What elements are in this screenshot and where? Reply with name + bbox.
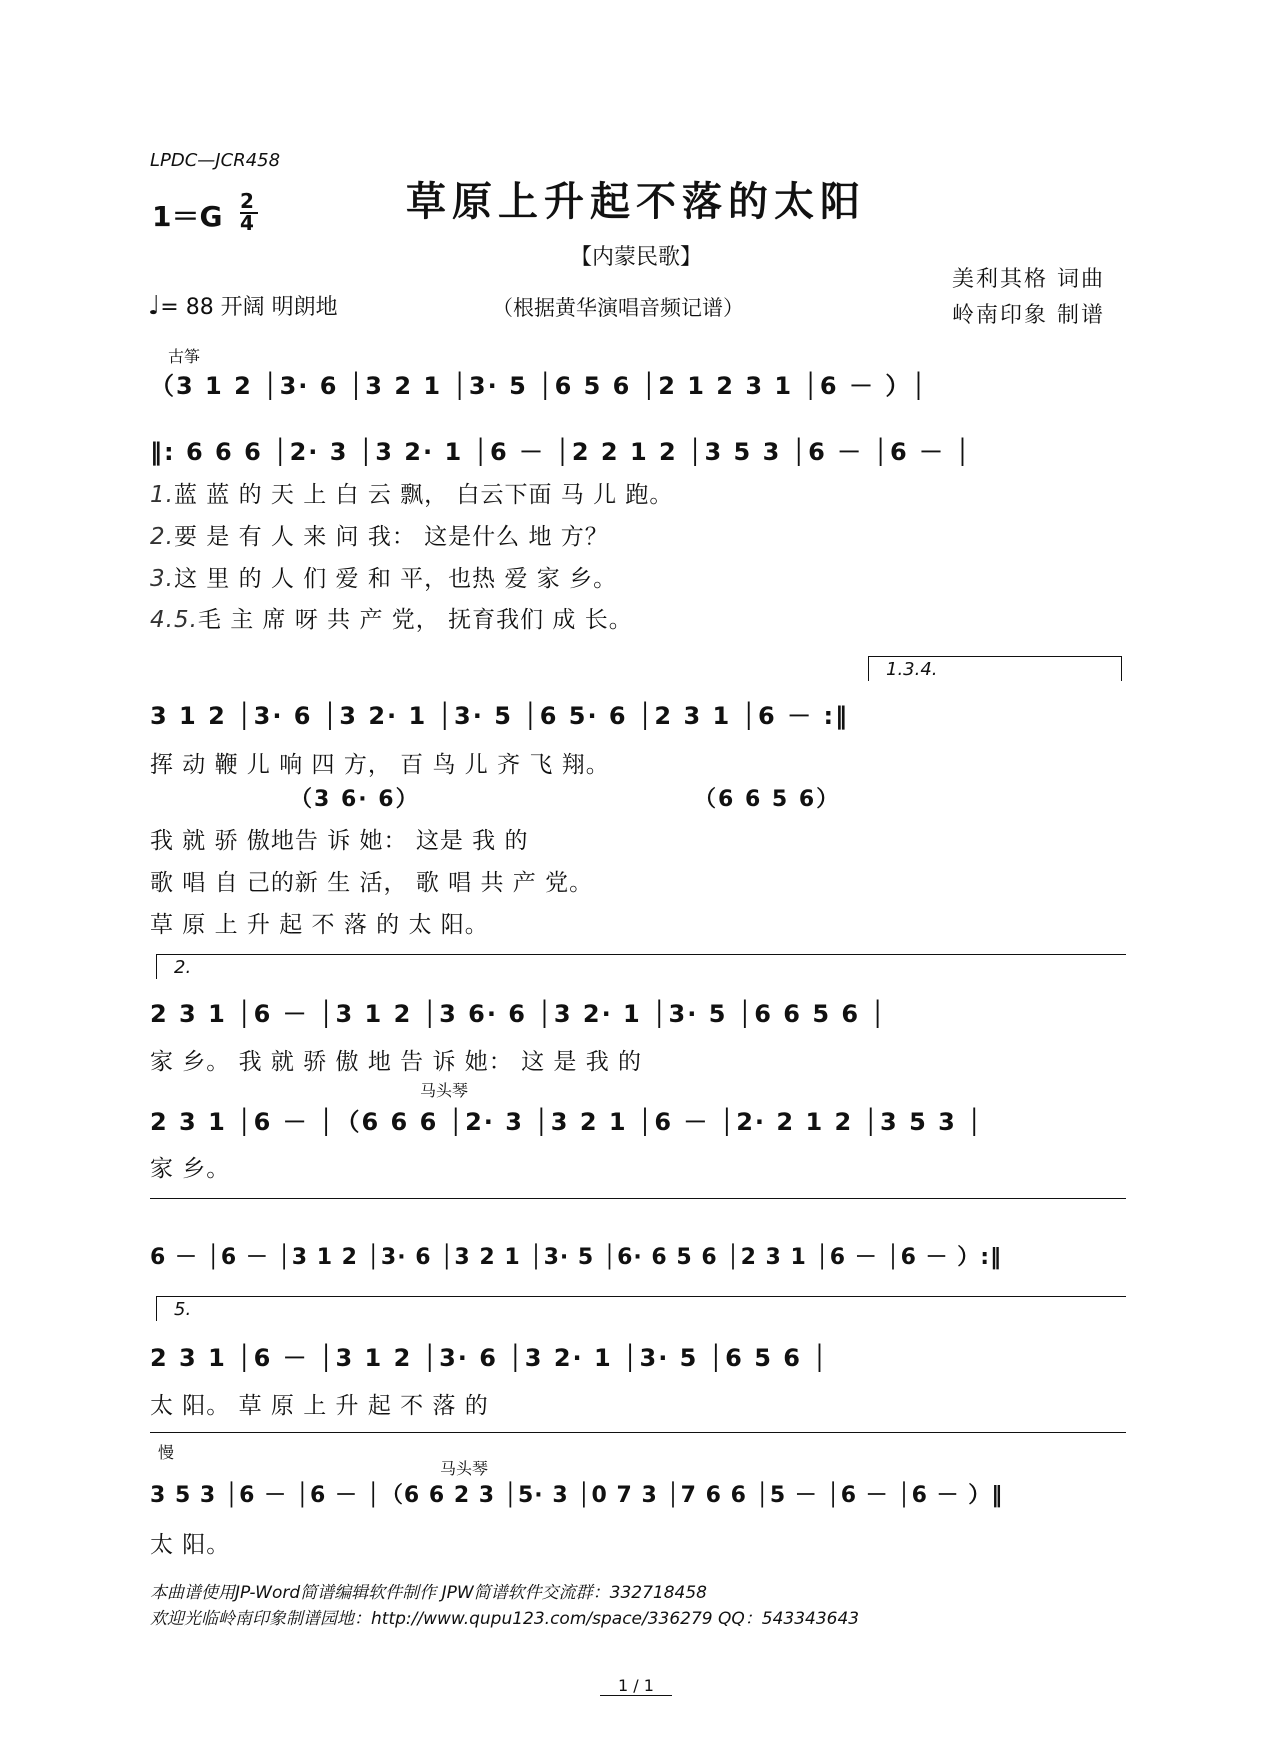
verse-number: 3. <box>150 566 174 592</box>
lyric-text: 毛 主 席 呀 共 产 党， 抚育我们 成 长。 <box>197 607 633 633</box>
music-line-1: （3 1 2 │3· 6 │3 2 1 │3· 5 │6 5 6 │2 1 2 3 1 │6 － ）│ <box>150 372 928 400</box>
volta-2 <box>156 954 1126 978</box>
volta-label: 5. <box>174 1299 192 1320</box>
label-matouqin-2: 马头琴 <box>440 1459 489 1478</box>
volta-1-3-4 <box>868 656 1122 680</box>
label-slow: 慢 <box>158 1443 175 1462</box>
credit-arranger: 岭南印象 制谱 <box>952 303 1105 328</box>
key-signature: 1＝G <box>152 200 223 233</box>
time-signature <box>240 190 254 234</box>
lyric-line-8: 太 阳。 <box>150 1532 231 1558</box>
music-line-8: 3 5 3 │6 － │6 － │（6 6 2 3 │5· 3 │0 7 3 │7 6 6 │5 － │6 － │6 － ）‖ <box>150 1483 1004 1508</box>
lyric-verse-45 <box>150 601 633 634</box>
music-line-3-alt-1: （3 6· 6） <box>290 787 420 812</box>
music-line-7: 2 3 1 │6 － │3 1 2 │3· 6 │3 2· 1 │3· 5 │6 5 6 │ <box>150 1344 829 1372</box>
lyric-verse-2 <box>150 518 609 551</box>
label-matouqin: 马头琴 <box>420 1081 469 1100</box>
label-guzheng: 古筝 <box>168 347 201 366</box>
tempo-value: = 88 开阔 明朗地 <box>160 295 338 320</box>
lyric-text: 蓝 蓝 的 天 上 白 云 飘， 白云下面 马 儿 跑。 <box>173 482 674 508</box>
time-signature-bar <box>240 212 258 214</box>
volta-5 <box>156 1296 1126 1320</box>
lyric-verse-1 <box>150 476 673 509</box>
lyric-line-7: 太 阳。 草 原 上 升 起 不 落 的 <box>150 1393 489 1419</box>
page-number <box>0 1676 1272 1695</box>
subtitle: 【内蒙民歌】 <box>569 245 702 270</box>
volta-label: 1.3.4. <box>886 659 938 680</box>
volta-label: 2. <box>174 957 192 978</box>
verse-number: 2. <box>150 524 174 550</box>
footer-line-1: 本曲谱使用JP-Word简谱编辑软件制作 JPW简谱软件交流群：332718458 <box>150 1583 707 1603</box>
tempo-marking <box>148 290 338 321</box>
lyric-line-3d: 草 原 上 升 起 不 落 的 太 阳。 <box>150 912 489 938</box>
time-signature-top: 2 <box>240 189 254 213</box>
lyric-text: 这 里 的 人 们 爱 和 平，也热 爱 家 乡。 <box>173 566 618 592</box>
lyric-verse-3 <box>150 560 617 593</box>
page-title: 草原上升起不落的太阳 <box>406 178 866 225</box>
time-signature-bottom: 4 <box>240 211 254 235</box>
lyric-line-4: 家 乡。 我 就 骄 傲 地 告 诉 她： 这 是 我 的 <box>150 1049 643 1075</box>
verse-number: 1. <box>150 482 174 508</box>
footer-line-2: 欢迎光临岭南印象制谱园地：http://www.qupu123.com/space/336279 QQ：543343643 <box>150 1609 860 1629</box>
lyric-line-3b: 我 就 骄 傲地告 诉 她： 这是 我 的 <box>150 828 529 854</box>
bracket-line <box>150 1198 1126 1199</box>
music-line-2: ‖: 6 6 6 │2· 3 │3 2· 1 │6 － │2 2 1 2 │3 5 3 │6 － │6 － │ <box>150 438 972 466</box>
bracket-line <box>150 1432 1126 1433</box>
source-note: （根据黄华演唱音频记谱） <box>492 296 744 320</box>
verse-number: 4.5. <box>150 607 198 633</box>
music-line-5: 2 3 1 │6 － │（6 6 6 │2· 3 │3 2 1 │6 － │2· 2 1 2 │3 5 3 │ <box>150 1108 984 1136</box>
quarter-note-icon: ♩ <box>148 291 161 321</box>
music-line-4: 2 3 1 │6 － │3 1 2 │3 6· 6 │3 2· 1 │3· 5 │6 6 5 6 │ <box>150 1000 887 1028</box>
music-line-3-alt-2: （6 6 5 6） <box>694 787 841 812</box>
music-line-6: 6 － │6 － │3 1 2 │3· 6 │3 2 1 │3· 5 │6· 6 5 6 │2 3 1 │6 － │6 － ）:‖ <box>150 1245 1003 1270</box>
lyric-line-3a: 挥 动 鞭 儿 响 四 方， 百 鸟 儿 齐 飞 翔。 <box>150 752 610 778</box>
lyric-line-3c: 歌 唱 自 己的新 生 活， 歌 唱 共 产 党。 <box>150 870 594 896</box>
page-number-text: 1 / 1 <box>600 1676 672 1696</box>
music-line-3: 3 1 2 │3· 6 │3 2· 1 │3· 5 │6 5· 6 │2 3 1 │6 － :‖ <box>150 702 850 730</box>
credit-lyrics-music: 美利其格 词曲 <box>952 267 1105 292</box>
lyric-line-5: 家 乡。 <box>150 1156 231 1182</box>
score-code: LPDC—JCR458 <box>150 150 281 171</box>
lyric-text: 要 是 有 人 来 问 我： 这是什么 地 方？ <box>173 524 609 550</box>
